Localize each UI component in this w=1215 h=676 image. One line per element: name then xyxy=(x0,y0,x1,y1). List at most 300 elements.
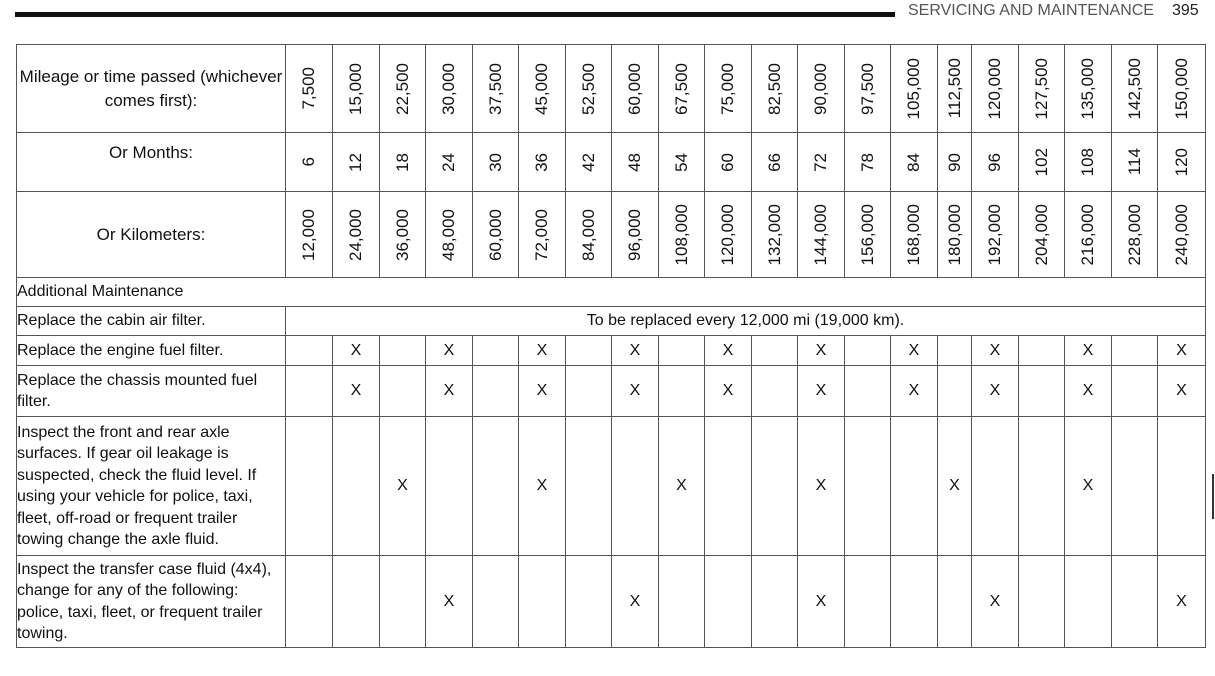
mileage-interval-cell xyxy=(333,45,380,133)
months-interval-value: 96 xyxy=(985,152,1004,172)
months-interval-wrapper xyxy=(333,153,379,172)
interval-cell xyxy=(659,336,705,366)
interval-cell xyxy=(333,336,380,366)
mileage-interval-value: 60,000 xyxy=(625,62,644,115)
kilometers-interval-wrapper xyxy=(845,204,890,265)
months-interval-cell xyxy=(798,133,845,192)
interval-cell xyxy=(891,556,938,648)
interval-cell xyxy=(566,417,612,556)
mileage-interval-value: 90,000 xyxy=(811,62,830,115)
mileage-interval-wrapper xyxy=(752,63,797,115)
months-interval-cell xyxy=(333,133,380,192)
months-interval-cell xyxy=(1065,133,1112,192)
interval-cell xyxy=(705,336,752,366)
months-interval-cell xyxy=(566,133,612,192)
mileage-interval-cell xyxy=(845,45,891,133)
mileage-interval-wrapper xyxy=(473,63,518,115)
months-interval-wrapper xyxy=(566,153,611,172)
mileage-interval-wrapper xyxy=(426,63,472,115)
mileage-interval-wrapper xyxy=(333,63,379,115)
interval-cell xyxy=(1158,336,1206,366)
interval-cell xyxy=(612,366,659,417)
interval-cell xyxy=(286,366,333,417)
kilometers-interval-wrapper xyxy=(938,204,971,265)
kilometers-interval-wrapper xyxy=(286,209,332,261)
service-mark: X xyxy=(629,341,641,359)
months-label: Or Months: xyxy=(17,133,286,192)
kilometers-interval-value: 228,000 xyxy=(1124,203,1144,266)
interval-cell xyxy=(1019,336,1065,366)
interval-cell xyxy=(566,556,612,648)
kilometers-interval-cell xyxy=(938,192,972,278)
task-row xyxy=(17,336,1206,366)
service-mark: X xyxy=(443,341,455,359)
kilometers-interval-cell xyxy=(519,192,566,278)
service-mark: X xyxy=(676,477,687,494)
months-interval-value: 60 xyxy=(718,152,737,172)
mileage-interval-cell xyxy=(705,45,752,133)
interval-cell xyxy=(566,366,612,417)
mileage-interval-wrapper xyxy=(380,63,425,115)
kilometers-interval-cell xyxy=(1112,192,1158,278)
kilometers-interval-wrapper xyxy=(1065,204,1111,265)
months-interval-wrapper xyxy=(1158,148,1205,176)
months-interval-wrapper xyxy=(705,153,751,172)
mileage-interval-value: 37,500 xyxy=(485,62,505,115)
kilometers-label: Or Kilometers: xyxy=(17,192,286,278)
months-interval-value: 108 xyxy=(1078,147,1097,177)
interval-cell xyxy=(972,336,1019,366)
task-row xyxy=(17,366,1206,417)
months-interval-wrapper xyxy=(972,153,1018,172)
months-interval-wrapper xyxy=(286,157,332,166)
kilometers-interval-cell xyxy=(566,192,612,278)
page-number: 395 xyxy=(1172,2,1199,19)
task-label: Replace the chassis mounted fuel filter. xyxy=(17,366,286,417)
mileage-interval-wrapper xyxy=(1019,58,1064,119)
interval-cell xyxy=(473,417,519,556)
months-interval-value: 36 xyxy=(532,152,551,172)
kilometers-interval-wrapper xyxy=(891,204,937,265)
months-interval-value: 102 xyxy=(1031,147,1051,177)
mileage-interval-cell xyxy=(566,45,612,133)
interval-cell xyxy=(473,556,519,648)
kilometers-interval-value: 24,000 xyxy=(346,208,365,261)
interval-cell xyxy=(286,417,333,556)
months-interval-cell xyxy=(659,133,705,192)
mileage-interval-value: 7,500 xyxy=(299,67,318,110)
months-interval-value: 18 xyxy=(392,152,412,172)
months-interval-value: 90 xyxy=(944,152,964,172)
months-interval-value: 114 xyxy=(1124,148,1144,176)
months-interval-wrapper xyxy=(1112,148,1157,175)
months-interval-cell xyxy=(380,133,426,192)
interval-cell xyxy=(519,556,566,648)
months-interval-cell xyxy=(1158,133,1206,192)
interval-cell xyxy=(519,417,566,556)
mileage-interval-cell xyxy=(752,45,798,133)
mileage-interval-value: 150,000 xyxy=(1171,57,1191,120)
interval-cell xyxy=(845,556,891,648)
service-mark: X xyxy=(350,341,362,359)
kilometers-interval-value: 180,000 xyxy=(944,203,964,266)
service-mark: X xyxy=(949,477,960,494)
interval-cell xyxy=(972,417,1019,556)
interval-cell xyxy=(845,417,891,556)
months-interval-wrapper xyxy=(426,153,472,172)
mileage-interval-value: 22,500 xyxy=(392,62,412,115)
interval-cell xyxy=(1112,417,1158,556)
mileage-interval-cell xyxy=(1019,45,1065,133)
interval-cell xyxy=(972,556,1019,648)
mileage-interval-wrapper xyxy=(938,58,971,118)
service-mark: X xyxy=(350,382,362,399)
mileage-interval-value: 30,000 xyxy=(439,62,458,115)
months-interval-wrapper xyxy=(752,153,797,172)
kilometers-interval-value: 240,000 xyxy=(1171,203,1191,266)
mileage-interval-wrapper xyxy=(612,63,658,115)
mileage-interval-cell xyxy=(612,45,659,133)
task-label: Inspect the front and rear axle surfaces. If gear oil leakage is suspected, check the fluid level. If using your vehicle for police, taxi, fleet, off-road or frequent trailer towing change the axle fluid. xyxy=(17,417,286,556)
months-interval-value: 48 xyxy=(625,152,644,172)
kilometers-interval-wrapper xyxy=(659,204,704,265)
kilometers-interval-cell xyxy=(426,192,473,278)
mileage-interval-wrapper xyxy=(891,58,937,119)
interval-cell xyxy=(705,556,752,648)
task-row xyxy=(17,307,1206,336)
months-interval-cell xyxy=(426,133,473,192)
interval-cell xyxy=(612,556,659,648)
months-interval-wrapper xyxy=(938,153,971,172)
mileage-interval-wrapper xyxy=(659,63,704,115)
interval-cell xyxy=(333,417,380,556)
interval-cell xyxy=(752,336,798,366)
service-mark: X xyxy=(722,341,734,359)
kilometers-interval-value: 216,000 xyxy=(1078,203,1097,266)
interval-cell xyxy=(519,336,566,366)
months-interval-cell xyxy=(286,133,333,192)
service-mark: X xyxy=(443,592,455,610)
service-mark: X xyxy=(1176,382,1187,399)
service-mark: X xyxy=(443,382,455,399)
section-row xyxy=(17,278,1206,307)
interval-cell xyxy=(286,556,333,648)
service-mark: X xyxy=(989,382,1001,399)
mileage-interval-value: 97,500 xyxy=(857,62,877,115)
months-interval-value: 30 xyxy=(485,152,505,172)
task-label: Replace the engine fuel filter. xyxy=(17,336,286,366)
months-interval-cell xyxy=(845,133,891,192)
mileage-interval-wrapper xyxy=(798,63,844,115)
kilometers-interval-value: 144,000 xyxy=(811,203,830,266)
interval-cell xyxy=(473,336,519,366)
months-interval-value: 72 xyxy=(811,152,830,172)
interval-cell xyxy=(659,556,705,648)
service-mark: X xyxy=(536,341,548,359)
service-mark: X xyxy=(722,382,734,399)
mileage-interval-value: 120,000 xyxy=(985,57,1004,120)
mileage-interval-value: 127,500 xyxy=(1031,57,1051,120)
kilometers-interval-value: 48,000 xyxy=(439,208,458,261)
interval-cell xyxy=(473,366,519,417)
kilometers-interval-cell xyxy=(798,192,845,278)
kilometers-row xyxy=(17,192,1206,278)
months-interval-cell xyxy=(612,133,659,192)
interval-cell xyxy=(972,366,1019,417)
page-edge-marker xyxy=(1212,474,1214,519)
mileage-interval-cell xyxy=(1065,45,1112,133)
months-interval-wrapper xyxy=(1019,148,1064,176)
interval-cell xyxy=(938,336,972,366)
mileage-interval-cell xyxy=(938,45,972,133)
mileage-row xyxy=(17,45,1206,133)
months-interval-wrapper xyxy=(473,153,518,172)
mileage-interval-wrapper xyxy=(972,58,1018,119)
service-mark: X xyxy=(536,382,548,399)
section-title-cell: Additional Maintenance xyxy=(17,278,1206,307)
mileage-interval-value: 15,000 xyxy=(346,62,365,115)
kilometers-interval-cell xyxy=(612,192,659,278)
interval-cell xyxy=(1065,336,1112,366)
interval-cell xyxy=(426,556,473,648)
months-interval-value: 42 xyxy=(578,152,598,172)
months-interval-value: 12 xyxy=(346,152,365,172)
interval-cell xyxy=(1112,366,1158,417)
maintenance-schedule-table xyxy=(16,44,1206,648)
kilometers-interval-value: 60,000 xyxy=(485,208,505,261)
service-mark: X xyxy=(815,592,827,610)
interval-cell xyxy=(705,417,752,556)
mileage-interval-cell xyxy=(519,45,566,133)
months-interval-cell xyxy=(972,133,1019,192)
interval-cell xyxy=(1112,336,1158,366)
kilometers-interval-cell xyxy=(473,192,519,278)
kilometers-interval-cell xyxy=(752,192,798,278)
interval-cell xyxy=(938,366,972,417)
mileage-interval-value: 142,500 xyxy=(1124,57,1144,120)
months-interval-value: 24 xyxy=(439,152,458,172)
mileage-interval-value: 135,000 xyxy=(1078,57,1097,120)
section-title: SERVICING AND MAINTENANCE xyxy=(908,2,1154,19)
interval-cell xyxy=(1019,417,1065,556)
mileage-interval-wrapper xyxy=(845,63,890,115)
months-interval-value: 66 xyxy=(764,152,784,172)
interval-cell xyxy=(612,336,659,366)
interval-cell xyxy=(380,417,426,556)
interval-cell xyxy=(426,366,473,417)
kilometers-interval-value: 132,000 xyxy=(764,203,784,266)
mileage-interval-cell xyxy=(380,45,426,133)
interval-cell xyxy=(752,417,798,556)
mileage-interval-cell xyxy=(972,45,1019,133)
interval-cell xyxy=(845,366,891,417)
interval-cell xyxy=(566,336,612,366)
task-row xyxy=(17,417,1206,556)
interval-cell xyxy=(1158,417,1206,556)
kilometers-interval-value: 108,000 xyxy=(671,203,691,266)
service-mark: X xyxy=(1082,341,1094,359)
kilometers-interval-cell xyxy=(333,192,380,278)
service-mark: X xyxy=(1176,341,1187,359)
task-label: Inspect the transfer case fluid (4x4), change for any of the following: police, taxi, fleet, or frequent trailer towing. xyxy=(17,556,286,648)
kilometers-interval-value: 72,000 xyxy=(532,208,551,261)
mileage-interval-cell xyxy=(426,45,473,133)
months-interval-value: 6 xyxy=(299,157,318,167)
kilometers-interval-wrapper xyxy=(333,209,379,261)
service-mark: X xyxy=(815,477,827,494)
months-interval-value: 54 xyxy=(671,152,691,172)
mileage-interval-cell xyxy=(891,45,938,133)
interval-cell xyxy=(891,366,938,417)
kilometers-interval-value: 84,000 xyxy=(578,208,598,261)
kilometers-interval-value: 156,000 xyxy=(857,203,877,266)
interval-cell xyxy=(1065,556,1112,648)
interval-cell xyxy=(1158,366,1206,417)
interval-cell xyxy=(938,417,972,556)
interval-cell xyxy=(426,336,473,366)
months-row xyxy=(17,133,1206,192)
interval-cell xyxy=(426,417,473,556)
mileage-interval-cell xyxy=(798,45,845,133)
kilometers-interval-wrapper xyxy=(473,209,518,261)
months-interval-value: 120 xyxy=(1171,147,1191,177)
mileage-interval-wrapper xyxy=(519,63,565,115)
kilometers-interval-cell xyxy=(659,192,705,278)
task-note: To be replaced every 12,000 mi (19,000 km). xyxy=(286,307,1206,336)
kilometers-interval-wrapper xyxy=(426,209,472,261)
months-interval-value: 84 xyxy=(904,152,923,172)
kilometers-interval-wrapper xyxy=(972,204,1018,265)
service-mark: X xyxy=(815,341,827,359)
interval-cell xyxy=(1019,366,1065,417)
kilometers-interval-value: 168,000 xyxy=(904,203,923,266)
mileage-interval-value: 67,500 xyxy=(671,62,691,115)
kilometers-interval-value: 36,000 xyxy=(392,208,412,261)
mileage-interval-value: 45,000 xyxy=(532,62,551,115)
interval-cell xyxy=(798,417,845,556)
interval-cell xyxy=(380,556,426,648)
service-mark: X xyxy=(908,341,920,359)
header-rule xyxy=(15,12,895,17)
service-mark: X xyxy=(536,477,548,494)
kilometers-interval-value: 96,000 xyxy=(625,208,644,261)
kilometers-interval-wrapper xyxy=(1112,204,1157,265)
kilometers-interval-value: 120,000 xyxy=(718,203,737,266)
service-mark: X xyxy=(1082,382,1094,399)
mileage-interval-cell xyxy=(473,45,519,133)
months-interval-cell xyxy=(891,133,938,192)
kilometers-interval-cell xyxy=(1065,192,1112,278)
task-label: Replace the cabin air filter. xyxy=(17,307,286,336)
interval-cell xyxy=(705,366,752,417)
months-interval-wrapper xyxy=(519,153,565,172)
interval-cell xyxy=(286,336,333,366)
interval-cell xyxy=(798,336,845,366)
interval-cell xyxy=(1158,556,1206,648)
kilometers-interval-value: 12,000 xyxy=(299,208,318,261)
months-interval-cell xyxy=(473,133,519,192)
kilometers-interval-wrapper xyxy=(1158,204,1205,265)
kilometers-interval-wrapper xyxy=(519,209,565,261)
months-interval-wrapper xyxy=(380,153,425,172)
mileage-interval-cell xyxy=(286,45,333,133)
interval-cell xyxy=(752,366,798,417)
months-interval-cell xyxy=(752,133,798,192)
months-interval-cell xyxy=(519,133,566,192)
mileage-interval-value: 105,000 xyxy=(904,57,923,120)
mileage-interval-wrapper xyxy=(1112,58,1157,119)
interval-cell xyxy=(798,366,845,417)
kilometers-interval-cell xyxy=(845,192,891,278)
interval-cell xyxy=(612,417,659,556)
mileage-interval-value: 82,500 xyxy=(764,62,784,115)
months-interval-wrapper xyxy=(798,153,844,172)
kilometers-interval-wrapper xyxy=(566,209,611,261)
interval-cell xyxy=(798,556,845,648)
months-interval-wrapper xyxy=(845,153,890,172)
kilometers-interval-wrapper xyxy=(612,209,658,261)
interval-cell xyxy=(380,366,426,417)
interval-cell xyxy=(752,556,798,648)
kilometers-interval-wrapper xyxy=(705,204,751,265)
months-interval-wrapper xyxy=(891,153,937,172)
service-mark: X xyxy=(629,382,641,399)
months-interval-wrapper xyxy=(659,153,704,172)
kilometers-interval-cell xyxy=(1158,192,1206,278)
service-mark: X xyxy=(989,341,1001,359)
interval-cell xyxy=(1019,556,1065,648)
months-interval-cell xyxy=(1019,133,1065,192)
kilometers-interval-wrapper xyxy=(798,204,844,265)
interval-cell xyxy=(938,556,972,648)
kilometers-interval-cell xyxy=(1019,192,1065,278)
service-mark: X xyxy=(1176,592,1187,610)
interval-cell xyxy=(659,417,705,556)
months-interval-cell xyxy=(1112,133,1158,192)
kilometers-interval-wrapper xyxy=(752,204,797,265)
mileage-label: Mileage or time passed (whichever comes first): xyxy=(17,45,286,133)
mileage-interval-value: 75,000 xyxy=(718,62,737,115)
interval-cell xyxy=(519,366,566,417)
months-interval-wrapper xyxy=(612,153,658,172)
months-interval-cell xyxy=(938,133,972,192)
service-mark: X xyxy=(815,382,827,399)
kilometers-interval-wrapper xyxy=(380,209,425,261)
mileage-interval-cell xyxy=(659,45,705,133)
mileage-interval-value: 112,500 xyxy=(944,58,964,119)
kilometers-interval-value: 192,000 xyxy=(985,203,1004,266)
months-interval-cell xyxy=(705,133,752,192)
interval-cell xyxy=(845,336,891,366)
kilometers-interval-cell xyxy=(705,192,752,278)
interval-cell xyxy=(891,417,938,556)
months-interval-wrapper xyxy=(1065,148,1111,176)
kilometers-interval-wrapper xyxy=(1019,204,1064,265)
months-interval-value: 78 xyxy=(857,152,877,172)
service-mark: X xyxy=(908,382,920,399)
kilometers-interval-cell xyxy=(380,192,426,278)
service-mark: X xyxy=(629,592,641,610)
kilometers-interval-cell xyxy=(891,192,938,278)
kilometers-interval-cell xyxy=(286,192,333,278)
mileage-interval-wrapper xyxy=(286,67,332,110)
mileage-interval-value: 52,500 xyxy=(578,62,598,115)
interval-cell xyxy=(1065,366,1112,417)
interval-cell xyxy=(380,336,426,366)
mileage-interval-wrapper xyxy=(705,63,751,115)
service-mark: X xyxy=(397,477,408,494)
service-mark: X xyxy=(1082,477,1094,494)
